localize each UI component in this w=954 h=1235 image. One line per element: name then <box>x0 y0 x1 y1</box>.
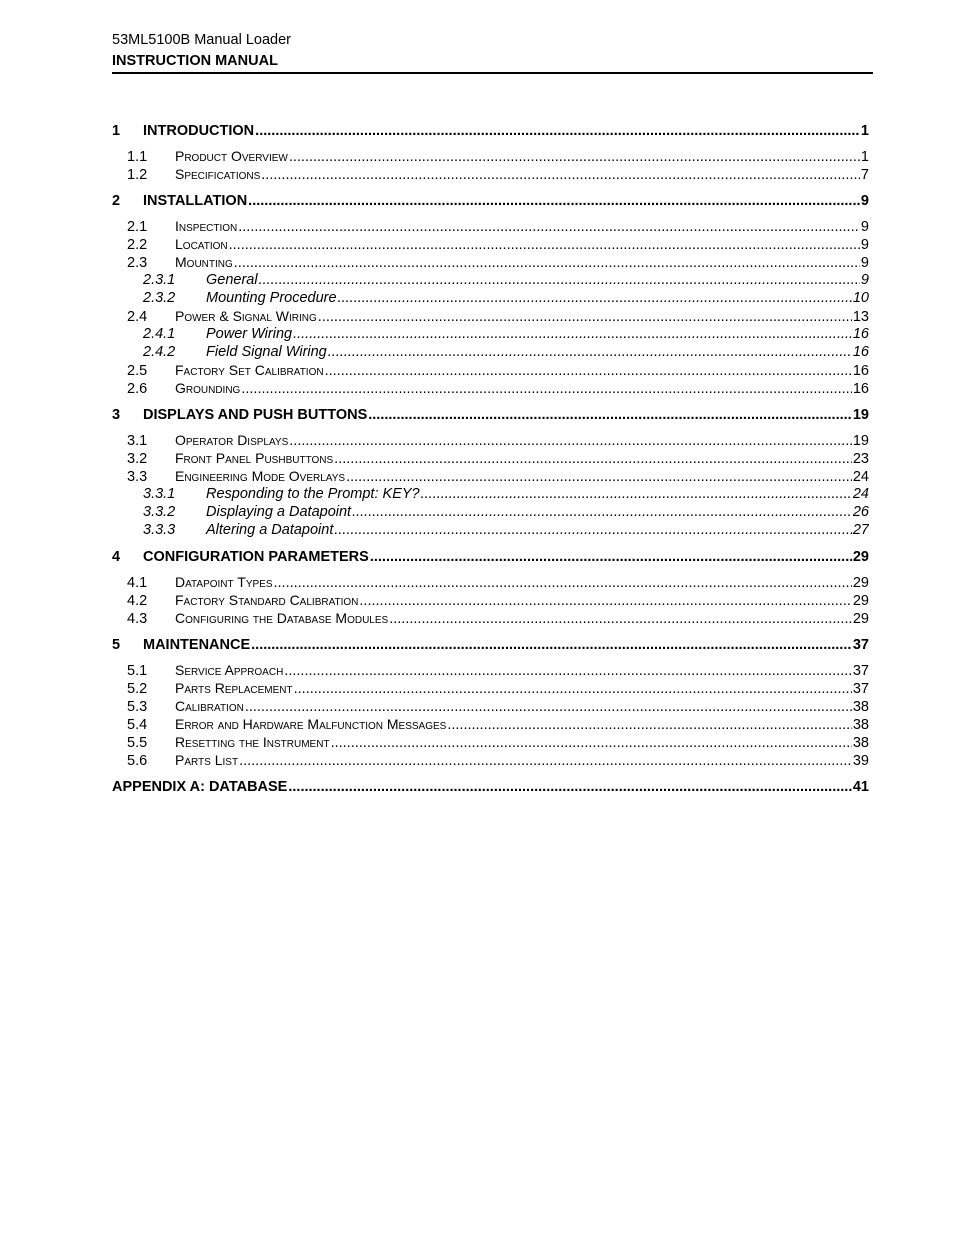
toc-entry-page-number: 27 <box>852 522 869 538</box>
toc-entry-page-number: 37 <box>852 681 869 697</box>
toc-subsection-entry[interactable] <box>112 253 869 271</box>
toc-entry-title: Altering a Datapoint <box>206 522 334 538</box>
toc-entry-number: 4.1 <box>127 575 148 591</box>
dot-leader <box>447 716 852 733</box>
toc-entry-number: 5.1 <box>127 663 148 679</box>
toc-subsection-entry[interactable] <box>112 733 869 751</box>
toc-entry-page-number: 9 <box>860 272 869 288</box>
toc-entry-number: 3.3.3 <box>143 522 176 538</box>
section-spacer <box>112 183 869 191</box>
toc-entry-title: Datapoint Types <box>175 574 273 590</box>
toc-entry-number: 2 <box>112 193 121 209</box>
dot-leader <box>289 432 852 449</box>
toc-entry-title: Factory Standard Calibration <box>175 592 359 608</box>
toc-appendix-entry[interactable] <box>112 777 869 797</box>
toc-entry-title: Operator Displays <box>175 432 289 448</box>
toc-entry-title: Mounting Procedure <box>206 290 337 306</box>
toc-subsection-entry[interactable] <box>112 431 869 449</box>
toc-entry-number: 2.6 <box>127 381 148 397</box>
toc-entry-number: 2.4.1 <box>143 326 176 342</box>
page-header <box>112 31 873 71</box>
toc-entry-number: 3.3.2 <box>143 504 176 520</box>
toc-entry-number: 2.3.1 <box>143 272 176 288</box>
toc-subsection-entry[interactable] <box>112 591 869 609</box>
toc-entry-page-number: 9 <box>860 255 869 271</box>
toc-entry-title: Product Overview <box>175 148 288 164</box>
dot-leader <box>352 503 852 521</box>
toc-entry-number: 3 <box>112 407 121 423</box>
toc-entry-title: Factory Set Calibration <box>175 362 324 378</box>
toc-entry-page-number: 37 <box>852 637 869 653</box>
toc-entry-page-number: 26 <box>852 504 869 520</box>
toc-subsection-entry[interactable] <box>112 217 869 235</box>
toc-entry-page-number: 24 <box>852 486 869 502</box>
toc-entry-number: 5.3 <box>127 699 148 715</box>
dot-leader <box>255 121 860 141</box>
dot-leader <box>370 547 852 567</box>
toc-entry-page-number: 16 <box>852 326 869 342</box>
toc-entry-number: 5.5 <box>127 735 148 751</box>
toc-entry-title: Resetting the Instrument <box>175 734 330 750</box>
toc-subsubsection-entry[interactable] <box>112 503 869 521</box>
toc-entry-page-number: 38 <box>852 735 869 751</box>
dot-leader <box>318 308 852 325</box>
document-title: 53ML5100B Manual Loader <box>112 32 291 48</box>
toc-entry-page-number: 16 <box>852 381 869 397</box>
toc-entry-title: Field Signal Wiring <box>206 344 327 360</box>
toc-entry-title: Grounding <box>175 380 241 396</box>
toc-entry-number: 2.3.2 <box>143 290 176 306</box>
toc-subsection-entry[interactable] <box>112 449 869 467</box>
toc-entry-title: Responding to the Prompt: KEY? <box>206 486 420 502</box>
toc-entry-title: Inspection <box>175 218 238 234</box>
dot-leader <box>241 380 852 397</box>
toc-entry-title: Service Approach <box>175 662 284 678</box>
toc-entry-page-number: 10 <box>852 290 869 306</box>
toc-subsection-entry[interactable] <box>112 147 869 165</box>
dot-leader <box>346 468 852 485</box>
document-subtitle: INSTRUCTION MANUAL <box>112 53 278 69</box>
toc-entry-number: 2.4.2 <box>143 344 176 360</box>
dot-leader <box>338 289 852 307</box>
toc-entry-title: INTRODUCTION <box>143 123 255 139</box>
toc-entry-number: 4 <box>112 549 121 565</box>
toc-chapter-entry[interactable] <box>112 121 869 141</box>
toc-entry-title: Configuring the Database Modules <box>175 610 389 626</box>
section-spacer <box>112 627 869 635</box>
toc-entry-title: Front Panel Pushbuttons <box>175 450 334 466</box>
toc-subsection-entry[interactable] <box>112 679 869 697</box>
dot-leader <box>245 698 852 715</box>
toc-entry-title: Specifications <box>175 166 261 182</box>
toc-entry-title: Parts Replacement <box>175 680 293 696</box>
toc-entry-page-number: 9 <box>860 193 869 209</box>
toc-subsection-entry[interactable] <box>112 467 869 485</box>
dot-leader <box>229 236 860 253</box>
toc-entry-title: Parts List <box>175 752 239 768</box>
dot-leader <box>294 680 852 697</box>
toc-subsection-entry[interactable] <box>112 715 869 733</box>
toc-subsubsection-entry[interactable] <box>112 521 869 539</box>
toc-entry-number: 5 <box>112 637 121 653</box>
toc-entry-page-number: 38 <box>852 699 869 715</box>
dot-leader <box>274 574 852 591</box>
toc-entry-number: 1.2 <box>127 167 148 183</box>
toc-subsection-entry[interactable] <box>112 609 869 627</box>
toc-entry-title: Power & Signal Wiring <box>175 308 317 324</box>
dot-leader <box>259 271 860 289</box>
toc-subsection-entry[interactable] <box>112 751 869 769</box>
toc-entry-title: Displaying a Datapoint <box>206 504 352 520</box>
toc-subsubsection-entry[interactable] <box>112 289 869 307</box>
toc-entry-page-number: 16 <box>852 363 869 379</box>
dot-leader <box>389 610 852 627</box>
toc-entry-number: 4.3 <box>127 611 148 627</box>
toc-entry-number: 5.6 <box>127 753 148 769</box>
toc-entry-number: 2.1 <box>127 219 148 235</box>
dot-leader <box>288 777 852 797</box>
toc-entry-number: 1 <box>112 123 121 139</box>
dot-leader <box>234 254 860 271</box>
dot-leader <box>331 734 852 751</box>
toc-entry-title: CONFIGURATION PARAMETERS <box>143 549 369 565</box>
toc-subsubsection-entry[interactable] <box>112 343 869 361</box>
toc-entry-title: General <box>206 272 258 288</box>
toc-entry-title: Location <box>175 236 228 252</box>
toc-chapter-entry[interactable] <box>112 635 869 655</box>
dot-leader <box>368 405 852 425</box>
toc-entry-page-number: 16 <box>852 344 869 360</box>
toc-chapter-entry[interactable] <box>112 191 869 211</box>
toc-entry-page-number: 9 <box>860 219 869 235</box>
toc-entry-title: APPENDIX A: DATABASE <box>112 779 288 795</box>
toc-subsection-entry[interactable] <box>112 573 869 591</box>
toc-entry-number: 2.2 <box>127 237 148 253</box>
toc-entry-number: 3.3.1 <box>143 486 176 502</box>
toc-entry-number: 2.5 <box>127 363 148 379</box>
toc-entry-page-number: 1 <box>860 149 869 165</box>
toc-entry-number: 3.3 <box>127 469 148 485</box>
toc-entry-page-number: 37 <box>852 663 869 679</box>
dot-leader <box>238 218 860 235</box>
toc-entry-number: 1.1 <box>127 149 148 165</box>
toc-entry-page-number: 29 <box>852 575 869 591</box>
toc-entry-title: Mounting <box>175 254 233 270</box>
toc-subsubsection-entry[interactable] <box>112 325 869 343</box>
dot-leader <box>239 752 852 769</box>
section-spacer <box>112 769 869 777</box>
toc-entry-page-number: 13 <box>852 309 869 325</box>
dot-leader <box>334 521 852 539</box>
toc-subsection-entry[interactable] <box>112 235 869 253</box>
section-spacer <box>112 539 869 547</box>
toc-entry-page-number: 9 <box>860 237 869 253</box>
table-of-contents <box>112 121 869 797</box>
toc-entry-page-number: 29 <box>852 593 869 609</box>
toc-entry-title: Power Wiring <box>206 326 293 342</box>
dot-leader <box>334 450 852 467</box>
toc-entry-page-number: 19 <box>852 407 869 423</box>
toc-entry-title: Engineering Mode Overlays <box>175 468 346 484</box>
toc-entry-number: 2.3 <box>127 255 148 271</box>
dot-leader <box>251 635 852 655</box>
toc-subsection-entry[interactable] <box>112 307 869 325</box>
toc-entry-page-number: 29 <box>852 549 869 565</box>
toc-entry-page-number: 38 <box>852 717 869 733</box>
toc-subsection-entry[interactable] <box>112 379 869 397</box>
toc-entry-number: 3.2 <box>127 451 148 467</box>
toc-entry-title: INSTALLATION <box>143 193 248 209</box>
toc-entry-title: Calibration <box>175 698 244 714</box>
toc-subsubsection-entry[interactable] <box>112 485 869 503</box>
dot-leader <box>421 485 852 503</box>
dot-leader <box>261 166 860 183</box>
toc-entry-page-number: 23 <box>852 451 869 467</box>
toc-entry-page-number: 24 <box>852 469 869 485</box>
toc-entry-title: Error and Hardware Malfunction Messages <box>175 716 447 732</box>
dot-leader <box>248 191 860 211</box>
toc-entry-number: 3.1 <box>127 433 148 449</box>
toc-subsection-entry[interactable] <box>112 165 869 183</box>
toc-subsection-entry[interactable] <box>112 661 869 679</box>
dot-leader <box>359 592 851 609</box>
toc-entry-number: 5.4 <box>127 717 148 733</box>
toc-entry-page-number: 19 <box>852 433 869 449</box>
toc-entry-number: 4.2 <box>127 593 148 609</box>
toc-entry-title: DISPLAYS AND PUSH BUTTONS <box>143 407 368 423</box>
toc-subsection-entry[interactable] <box>112 697 869 715</box>
toc-chapter-entry[interactable] <box>112 547 869 567</box>
toc-subsection-entry[interactable] <box>112 361 869 379</box>
toc-subsubsection-entry[interactable] <box>112 271 869 289</box>
toc-entry-page-number: 1 <box>860 123 869 139</box>
toc-entry-number: 2.4 <box>127 309 148 325</box>
dot-leader <box>284 662 852 679</box>
dot-leader <box>325 362 852 379</box>
dot-leader <box>289 148 860 165</box>
toc-entry-page-number: 39 <box>852 753 869 769</box>
toc-entry-number: 5.2 <box>127 681 148 697</box>
header-divider <box>112 72 873 74</box>
section-spacer <box>112 397 869 405</box>
toc-chapter-entry[interactable] <box>112 405 869 425</box>
dot-leader <box>293 325 852 343</box>
toc-entry-page-number: 41 <box>852 779 869 795</box>
toc-entry-title: MAINTENANCE <box>143 637 251 653</box>
dot-leader <box>328 343 852 361</box>
toc-entry-page-number: 7 <box>860 167 869 183</box>
toc-entry-page-number: 29 <box>852 611 869 627</box>
